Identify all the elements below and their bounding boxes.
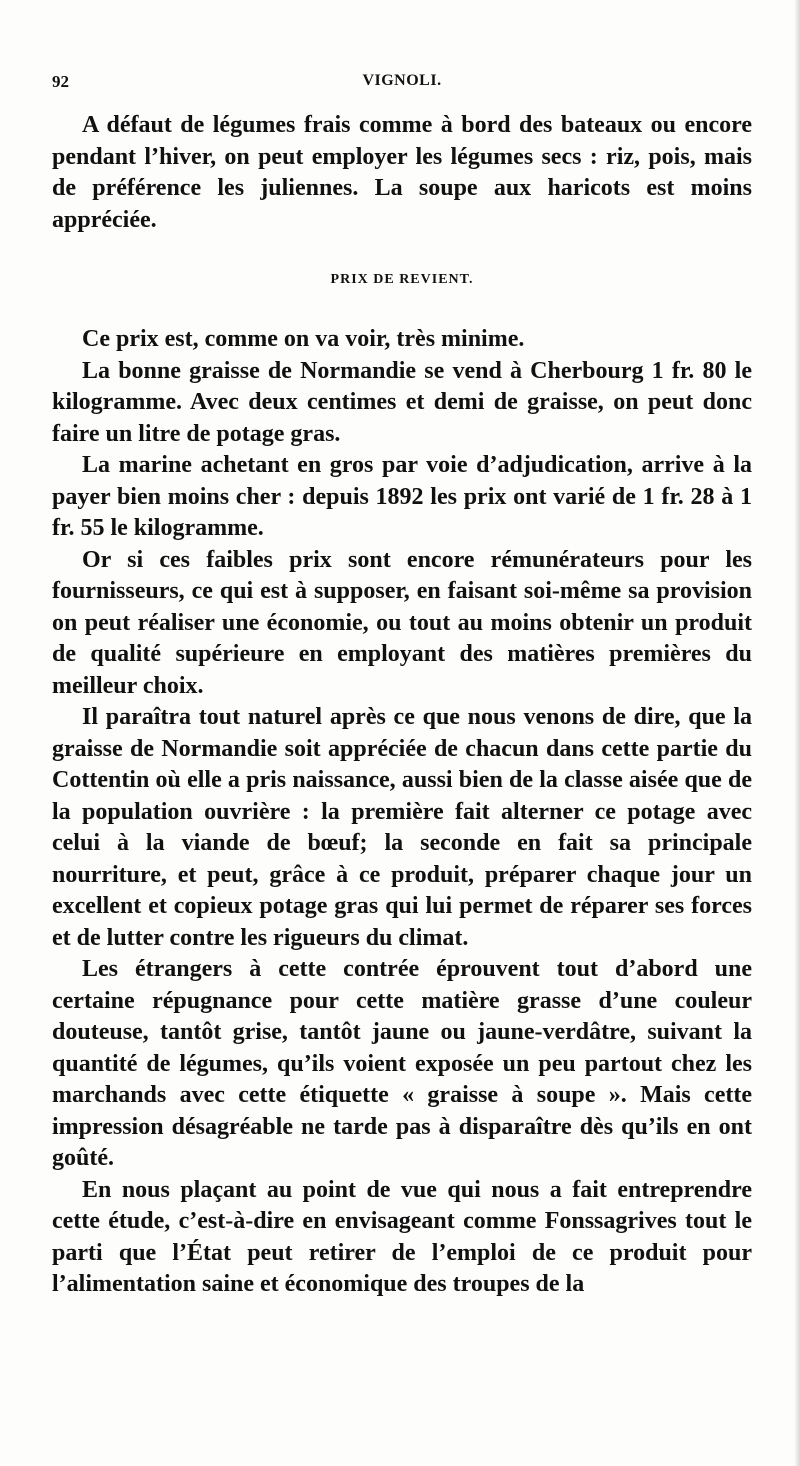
paragraph: La bonne graisse de Normandie se vend à Cherbourg 1 fr. 80 le kilogramme. Avec deux centimes et demi de graisse, on peut donc faire un litre de potage gras. (52, 357, 752, 447)
section-heading: PRIX DE REVIENT. (330, 272, 474, 287)
paragraph: Il paraîtra tout naturel après ce que nous venons de dire, que la graisse de Normandie soit appréciée de chacun dans cette partie du Cottentin où elle a pris naissance, aussi bien de la classe aisée que de la population ouvrière : la première fait alterner ce potage avec celui à la viande de bœuf; la seconde en fait sa principale nourriture, et peut, grâce à ce produit, préparer chaque jour un excellent et copieux potage gras qui lui permet de réparer ses forces et de lutter contre les rigueurs du climat. (52, 704, 752, 951)
intro-paragraph: A défaut de légumes frais comme à bord des bateaux ou encore pendant l’hiver, on peut employer les légumes secs : riz, pois, mais de préférence les juliennes. La soupe aux haricots est moins appréciée. (52, 112, 752, 233)
body-text (52, 110, 752, 1301)
running-head: VIGNOLI. (362, 72, 442, 89)
page-edge-shadow (794, 0, 800, 1466)
paragraph: Or si ces faibles prix sont encore rémunérateurs pour les fournisseurs, ce qui est à supposer, en faisant soi-même sa provision on peut réaliser une économie, ou tout au moins obtenir un produit de qualité supérieure en employant des matières premières du meilleur choix. (52, 546, 752, 699)
page-number: 92 (52, 72, 69, 91)
page-header (52, 72, 752, 96)
paragraph: Les étrangers à cette contrée éprouvent tout d’abord une certaine répugnance pour cette matière grasse d’une couleur douteuse, tantôt grise, tantôt jaune ou jaune-verdâtre, suivant la quantité de légumes, qu’ils voient exposée un peu partout chez les marchands avec cette étiquette « graisse à soupe ». Mais cette impression désagréable ne tarde pas à disparaître dès qu’ils en ont goûté. (52, 956, 752, 1171)
paragraph: En nous plaçant au point de vue qui nous a fait entreprendre cette étude, c’est-à-dire en envisageant comme Fonssagrives tout le parti que l’État peut retirer de l’emploi de ce produit pour l’alimentation saine et économique des troupes de la (52, 1176, 752, 1297)
paragraph: La marine achetant en gros par voie d’adjudication, arrive à la payer bien moins cher : depuis 1892 les prix ont varié de 1 fr. 28 à 1 fr. 55 le kilogramme. (52, 452, 752, 541)
paragraph: Ce prix est, comme on va voir, très minime. (82, 326, 525, 352)
